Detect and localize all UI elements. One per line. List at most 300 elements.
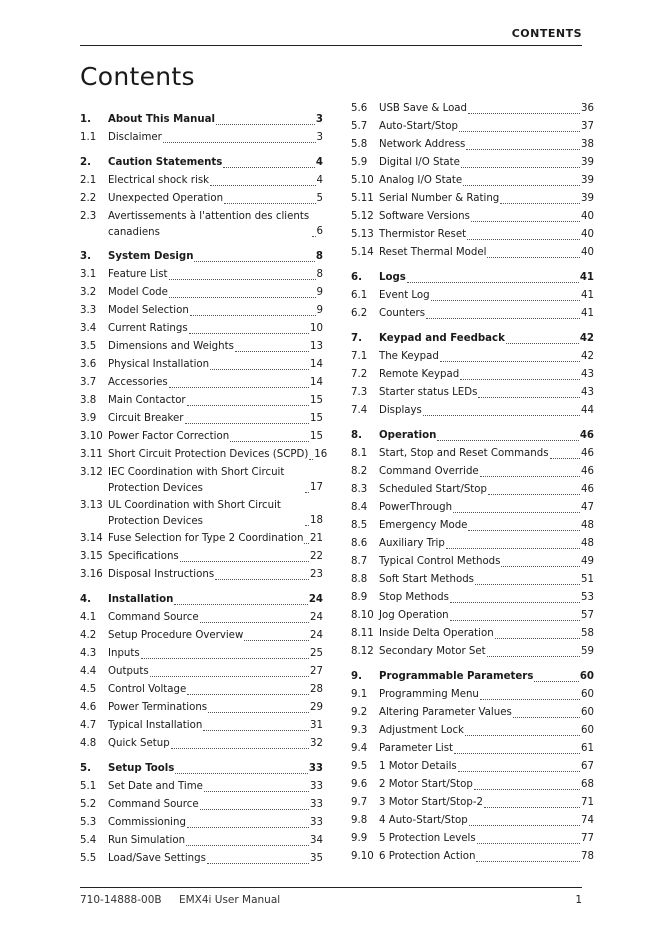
toc-entry[interactable] <box>80 190 323 208</box>
dot-leader <box>204 783 309 792</box>
toc-title: Inside Delta Operation <box>379 628 494 639</box>
toc-entry[interactable] <box>351 794 594 812</box>
toc-title: Network Address <box>379 139 466 150</box>
toc-number: 3.15 <box>80 551 103 562</box>
toc-entry[interactable] <box>351 287 594 305</box>
toc-section-entry[interactable] <box>80 111 323 129</box>
toc-entry[interactable] <box>351 643 594 661</box>
toc-page-number: 5 <box>316 193 323 204</box>
toc-page-number: 24 <box>308 594 323 605</box>
toc-title: Circuit Breaker <box>108 413 184 424</box>
dot-leader <box>469 817 580 826</box>
toc-entry[interactable] <box>351 776 594 794</box>
dot-leader <box>487 249 580 258</box>
toc-entry[interactable] <box>80 392 323 410</box>
dot-leader <box>471 213 580 222</box>
toc-number: 8.4 <box>351 502 368 513</box>
dot-leader <box>309 451 313 460</box>
dot-leader <box>407 274 579 283</box>
toc-page-number: 39 <box>581 175 594 186</box>
dot-leader <box>480 468 580 477</box>
toc-title: Electrical shock risk <box>108 175 210 186</box>
toc-title: Power Terminations <box>108 702 208 713</box>
toc-page-number: 33 <box>310 781 323 792</box>
toc-entry[interactable] <box>80 320 323 338</box>
toc-page-number: 60 <box>581 689 594 700</box>
page-title: Contents <box>80 62 195 91</box>
toc-title: The Keypad <box>379 351 439 362</box>
toc-number: 4.3 <box>80 648 97 659</box>
toc-title: UL Coordination with Short Circuit Protection Devices <box>108 500 281 527</box>
toc-entry[interactable] <box>351 366 594 384</box>
dot-leader <box>312 228 316 237</box>
toc-number: 9.2 <box>351 707 368 718</box>
toc-title: Adjustment Lock <box>379 725 464 736</box>
dot-leader <box>450 594 580 603</box>
dot-leader <box>208 704 309 713</box>
toc-page-number: 58 <box>581 628 594 639</box>
dot-leader <box>475 576 580 585</box>
toc-number: 3.3 <box>80 305 97 316</box>
dot-leader <box>500 195 580 204</box>
toc-number: 8.7 <box>351 556 368 567</box>
toc-page-number: 9 <box>316 305 323 316</box>
toc-title: Fuse Selection for Type 2 Coordination <box>108 533 304 544</box>
dot-leader <box>501 558 580 567</box>
toc-number: 5.5 <box>80 853 97 864</box>
toc-title: Accessories <box>108 377 168 388</box>
toc-number: 4.5 <box>80 684 97 695</box>
running-header: CONTENTS <box>511 27 582 40</box>
dot-leader <box>305 517 309 526</box>
toc-title: Auto-Start/Stop <box>379 121 458 132</box>
toc-number: 1.1 <box>80 132 97 143</box>
toc-section-entry[interactable] <box>351 427 594 445</box>
toc-entry[interactable] <box>80 699 323 717</box>
toc-title: Unexpected Operation <box>108 193 224 204</box>
toc-entry[interactable] <box>351 848 594 866</box>
toc-number: 5.2 <box>80 799 97 810</box>
toc-column-left <box>80 111 328 868</box>
toc-number: 8.2 <box>351 466 368 477</box>
toc-title: Commissioning <box>108 817 186 828</box>
doc-number: 710-14888-00B <box>80 894 162 906</box>
toc-page-number: 15 <box>310 413 323 424</box>
toc-number: 9.5 <box>351 761 368 772</box>
toc-number: 5.12 <box>351 211 374 222</box>
toc-entry[interactable] <box>351 535 594 553</box>
toc-title: Model Code <box>108 287 168 298</box>
toc-page-number: 61 <box>581 743 594 754</box>
toc-number: 5.10 <box>351 175 374 186</box>
toc-page-number: 47 <box>581 502 594 513</box>
toc-title: 1 Motor Details <box>379 761 457 772</box>
toc-number: 3. <box>80 251 91 262</box>
toc-page-number: 39 <box>581 157 594 168</box>
toc-section-entry[interactable] <box>80 760 323 778</box>
toc-title: Logs <box>379 272 406 283</box>
toc-number: 9.4 <box>351 743 368 754</box>
toc-title: IEC Coordination with Short Circuit Protection Devices <box>108 467 285 494</box>
toc-page-number: 8 <box>316 269 323 280</box>
manual-name: EMX4i User Manual <box>178 894 281 906</box>
toc-entry[interactable] <box>80 530 323 548</box>
toc-page-number: 46 <box>581 448 594 459</box>
toc-title: Secondary Motor Set <box>379 646 486 657</box>
dot-leader <box>187 819 309 828</box>
dot-leader <box>506 335 579 344</box>
toc-title: Short Circuit Protection Devices (SCPD) <box>108 449 309 460</box>
dot-leader <box>466 141 580 150</box>
dot-leader <box>169 289 316 298</box>
toc-entry[interactable] <box>351 100 594 118</box>
toc-entry[interactable] <box>351 226 594 244</box>
toc-number: 8.5 <box>351 520 368 531</box>
toc-entry[interactable] <box>351 704 594 722</box>
toc-title: Thermistor Reset <box>379 229 467 240</box>
toc-title: Current Ratings <box>108 323 188 334</box>
dot-leader <box>150 668 309 677</box>
toc-entry[interactable] <box>80 129 323 147</box>
toc-number: 7. <box>351 333 362 344</box>
toc-page-number: 14 <box>310 359 323 370</box>
toc-title: Jog Operation <box>379 610 449 621</box>
dot-leader <box>467 231 580 240</box>
toc-page-number: 59 <box>581 646 594 657</box>
dot-leader <box>174 596 307 605</box>
toc-number: 8.3 <box>351 484 368 495</box>
toc-number: 6.2 <box>351 308 368 319</box>
toc-title: Soft Start Methods <box>379 574 474 585</box>
toc-page-number: 6 <box>316 226 323 237</box>
dot-leader <box>200 614 309 623</box>
toc-page-number: 67 <box>581 761 594 772</box>
toc-title: Operation <box>379 430 437 441</box>
toc-number: 8.11 <box>351 628 374 639</box>
toc-page-number: 77 <box>581 833 594 844</box>
toc-title: Stop Methods <box>379 592 449 603</box>
toc-entry[interactable] <box>351 463 594 481</box>
toc-entry[interactable] <box>351 244 594 262</box>
toc-page-number: 3 <box>316 132 323 143</box>
toc-number: 3.7 <box>80 377 97 388</box>
toc-entry[interactable] <box>80 464 323 497</box>
toc-entry[interactable] <box>80 832 323 850</box>
dot-leader <box>461 159 580 168</box>
dot-leader <box>487 648 580 657</box>
dot-leader <box>244 632 309 641</box>
dot-leader <box>513 709 580 718</box>
dot-leader <box>477 835 580 844</box>
dot-leader <box>223 159 315 168</box>
toc-entry[interactable] <box>80 548 323 566</box>
toc-entry[interactable] <box>351 136 594 154</box>
toc-page-number: 9 <box>316 287 323 298</box>
toc-number: 3.1 <box>80 269 97 280</box>
toc-number: 4.6 <box>80 702 97 713</box>
footer-info <box>80 894 294 906</box>
toc-page-number: 33 <box>310 799 323 810</box>
toc-entry[interactable] <box>80 681 323 699</box>
toc-entry[interactable] <box>80 645 323 663</box>
toc-page-number: 38 <box>581 139 594 150</box>
dot-leader <box>423 407 580 416</box>
toc-title: Disposal Instructions <box>108 569 215 580</box>
toc-title: Serial Number & Rating <box>379 193 500 204</box>
toc-entry[interactable] <box>351 758 594 776</box>
toc-entry[interactable] <box>80 778 323 796</box>
toc-page-number: 60 <box>581 725 594 736</box>
toc-section-entry[interactable] <box>351 269 594 287</box>
toc-title: Command Source <box>108 799 199 810</box>
dot-leader <box>437 432 578 441</box>
toc-entry[interactable] <box>80 446 328 464</box>
toc-title: Parameter List <box>379 743 454 754</box>
toc-title: Keypad and Feedback <box>379 333 505 344</box>
toc-page-number: 34 <box>310 835 323 846</box>
dot-leader <box>207 855 309 864</box>
toc-entry[interactable] <box>351 348 594 366</box>
toc-page-number: 22 <box>310 551 323 562</box>
dot-leader <box>465 727 580 736</box>
toc-page-number: 18 <box>310 515 323 526</box>
dot-leader <box>210 177 315 186</box>
dot-leader <box>180 553 309 562</box>
toc-number: 5.4 <box>80 835 97 846</box>
toc-number: 5.1 <box>80 781 97 792</box>
toc-number: 3.11 <box>80 449 103 460</box>
toc-title: 2 Motor Start/Stop <box>379 779 473 790</box>
toc-entry[interactable] <box>80 850 323 868</box>
toc-entry[interactable] <box>80 284 323 302</box>
toc-page-number: 41 <box>579 272 594 283</box>
toc-entry[interactable] <box>80 627 323 645</box>
toc-page-number: 25 <box>310 648 323 659</box>
toc-entry[interactable] <box>351 722 594 740</box>
toc-page-number: 48 <box>581 520 594 531</box>
toc-number: 4.8 <box>80 738 97 749</box>
toc-number: 3.14 <box>80 533 103 544</box>
toc-entry[interactable] <box>351 481 594 499</box>
toc-page-number: 40 <box>581 211 594 222</box>
dot-leader <box>476 853 580 862</box>
toc-entry[interactable] <box>80 208 323 241</box>
dot-leader <box>431 292 580 301</box>
toc-number: 8. <box>351 430 362 441</box>
toc-section-entry[interactable] <box>351 668 594 686</box>
toc-entry[interactable] <box>80 356 323 374</box>
toc-number: 5.7 <box>351 121 368 132</box>
toc-entry[interactable] <box>351 402 594 420</box>
toc-entry[interactable] <box>351 812 594 830</box>
dot-leader <box>175 765 307 774</box>
toc-number: 7.3 <box>351 387 368 398</box>
toc-page-number: 60 <box>581 707 594 718</box>
toc-entry[interactable] <box>351 607 594 625</box>
toc-title: Remote Keypad <box>379 369 460 380</box>
toc-number: 9.7 <box>351 797 368 808</box>
dot-leader <box>534 673 578 682</box>
toc-title: Installation <box>108 594 174 605</box>
dot-leader <box>224 195 315 204</box>
toc-page-number: 42 <box>581 351 594 362</box>
toc-title: Command Override <box>379 466 479 477</box>
toc-number: 3.16 <box>80 569 103 580</box>
toc-number: 7.1 <box>351 351 368 362</box>
toc-entry[interactable] <box>351 625 594 643</box>
toc-page-number: 40 <box>581 247 594 258</box>
toc-number: 5. <box>80 763 91 774</box>
toc-entry[interactable] <box>80 663 323 681</box>
toc-entry[interactable] <box>80 374 323 392</box>
toc-entry[interactable] <box>80 266 323 284</box>
toc-entry[interactable] <box>351 740 594 758</box>
toc-page-number: 8 <box>315 251 323 262</box>
toc-entry[interactable] <box>80 338 323 356</box>
toc-entry[interactable] <box>80 302 323 320</box>
toc-page-number: 17 <box>310 482 323 493</box>
dot-leader <box>185 415 310 424</box>
toc-title: Avertissements à l'attention des clients canadiens <box>108 211 310 238</box>
toc-page-number: 42 <box>579 333 594 344</box>
toc-number: 1. <box>80 114 91 125</box>
dot-leader <box>454 745 580 754</box>
toc-title: Scheduled Start/Stop <box>379 484 487 495</box>
toc-number: 2. <box>80 157 91 168</box>
page-number: 1 <box>575 894 582 906</box>
toc-entry[interactable] <box>80 717 323 735</box>
toc-entry[interactable] <box>80 796 323 814</box>
toc-page-number: 4 <box>316 175 323 186</box>
toc-title: Model Selection <box>108 305 189 316</box>
toc-page-number: 32 <box>310 738 323 749</box>
dot-leader <box>453 504 580 513</box>
toc-section-entry[interactable] <box>80 248 323 266</box>
dot-leader <box>203 722 309 731</box>
toc-page-number: 35 <box>310 853 323 864</box>
toc-entry[interactable] <box>80 735 323 753</box>
dot-leader <box>446 540 580 549</box>
toc-entry[interactable] <box>351 154 594 172</box>
toc-section-entry[interactable] <box>351 330 594 348</box>
toc-title: Programming Menu <box>379 689 479 700</box>
toc-title: Reset Thermal Model <box>379 247 487 258</box>
toc-number: 7.2 <box>351 369 368 380</box>
toc-number: 9.3 <box>351 725 368 736</box>
toc-page-number: 43 <box>581 369 594 380</box>
toc-entry[interactable] <box>351 499 594 517</box>
toc-entry[interactable] <box>351 445 594 463</box>
toc-page-number: 15 <box>310 431 323 442</box>
toc-number: 8.10 <box>351 610 374 621</box>
toc-entry[interactable] <box>80 428 323 446</box>
toc-title: Set Date and Time <box>108 781 203 792</box>
toc-number: 3.8 <box>80 395 97 406</box>
toc-number: 4.1 <box>80 612 97 623</box>
toc-section-entry[interactable] <box>80 154 323 172</box>
toc-entry[interactable] <box>351 571 594 589</box>
header-rule <box>80 45 582 46</box>
toc-page-number: 41 <box>581 308 594 319</box>
toc-entry[interactable] <box>351 517 594 535</box>
toc-entry[interactable] <box>80 497 323 530</box>
toc-title: Altering Parameter Values <box>379 707 512 718</box>
toc-page-number: 13 <box>310 341 323 352</box>
toc-title: Specifications <box>108 551 179 562</box>
toc-page-number: 14 <box>310 377 323 388</box>
toc-page-number: 43 <box>581 387 594 398</box>
toc-number: 3.6 <box>80 359 97 370</box>
toc-entry[interactable] <box>351 589 594 607</box>
toc-title: Load/Save Settings <box>108 853 206 864</box>
toc-entry[interactable] <box>351 172 594 190</box>
toc-entry[interactable] <box>80 410 323 428</box>
toc-entry[interactable] <box>80 172 323 190</box>
toc-entry[interactable] <box>351 553 594 571</box>
dot-leader <box>169 379 309 388</box>
toc-title: Event Log <box>379 290 430 301</box>
toc-title: System Design <box>108 251 194 262</box>
toc-page-number: 68 <box>581 779 594 790</box>
dot-leader <box>468 522 580 531</box>
toc-title: Caution Statements <box>108 157 223 168</box>
dot-leader <box>141 650 309 659</box>
dot-leader <box>450 612 580 621</box>
toc-page-number: 27 <box>310 666 323 677</box>
toc-number: 5.6 <box>351 103 368 114</box>
toc-title: Physical Installation <box>108 359 210 370</box>
toc-entry[interactable] <box>351 208 594 226</box>
toc-number: 5.11 <box>351 193 374 204</box>
toc-title: Digital I/O State <box>379 157 460 168</box>
dot-leader <box>163 134 316 143</box>
toc-page-number: 4 <box>315 157 323 168</box>
toc-entry[interactable] <box>80 609 323 627</box>
toc-entry[interactable] <box>80 566 323 584</box>
toc-page-number: 3 <box>315 114 323 125</box>
toc-entry[interactable] <box>351 830 594 848</box>
toc-title: Auxiliary Trip <box>379 538 445 549</box>
dot-leader <box>463 177 580 186</box>
toc-page-number: 24 <box>310 612 323 623</box>
toc-page-number: 33 <box>308 763 323 774</box>
toc-number: 3.13 <box>80 500 103 511</box>
toc-entry[interactable] <box>351 118 594 136</box>
dot-leader <box>187 686 309 695</box>
toc-entry[interactable] <box>80 814 323 832</box>
toc-section-entry[interactable] <box>80 591 323 609</box>
toc-entry[interactable] <box>351 686 594 704</box>
toc-page-number: 51 <box>581 574 594 585</box>
toc-page-number: 23 <box>310 569 323 580</box>
dot-leader <box>171 740 309 749</box>
toc-title: 3 Motor Start/Stop-2 <box>379 797 484 808</box>
toc-title: Setup Procedure Overview <box>108 630 244 641</box>
toc-number: 3.4 <box>80 323 97 334</box>
toc-entry[interactable] <box>351 190 594 208</box>
toc-number: 3.5 <box>80 341 97 352</box>
toc-entry[interactable] <box>351 305 594 323</box>
dot-leader <box>210 361 309 370</box>
toc-title: PowerThrough <box>379 502 453 513</box>
toc-page-number: 74 <box>581 815 594 826</box>
toc-page-number: 28 <box>310 684 323 695</box>
toc-number: 8.1 <box>351 448 368 459</box>
dot-leader <box>230 433 309 442</box>
toc-entry[interactable] <box>351 384 594 402</box>
toc-title: Disclaimer <box>108 132 162 143</box>
toc-title: Programmable Parameters <box>379 671 534 682</box>
